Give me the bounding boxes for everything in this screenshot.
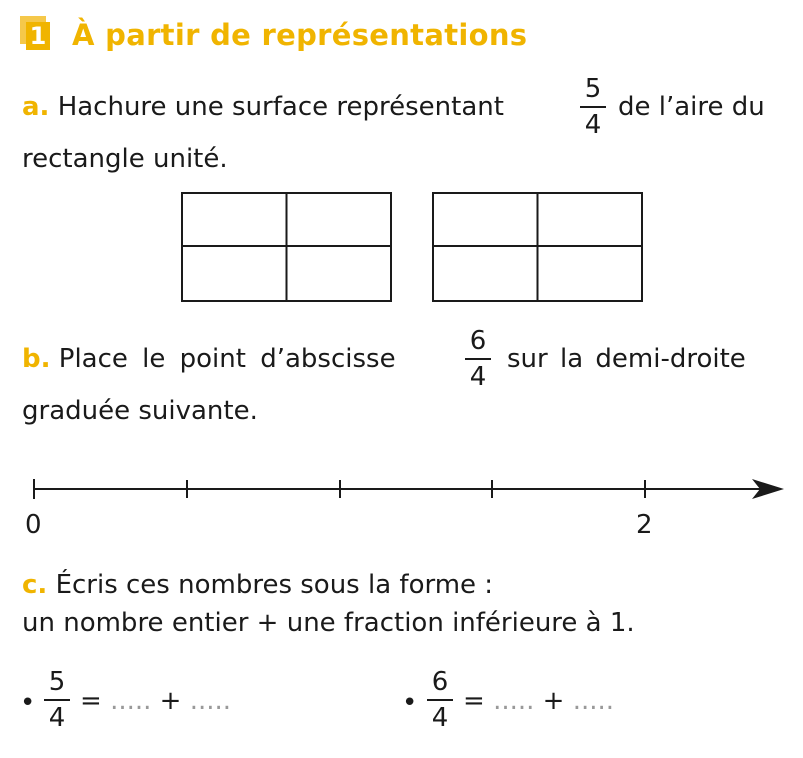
- unit-rectangle-1[interactable]: [182, 193, 391, 301]
- part-a-text-after: de l’aire du: [618, 92, 765, 122]
- exercise-number: 1: [26, 22, 50, 50]
- part-c-line1: [22, 570, 493, 600]
- item-1-equals: =: [80, 686, 102, 716]
- part-a-letter: a.: [22, 92, 50, 122]
- part-a-line2: rectangle unité.: [22, 144, 228, 174]
- item-2-denominator: 4: [431, 703, 449, 733]
- part-a-numerator: 5: [584, 74, 602, 104]
- part-c-letter: c.: [22, 570, 48, 600]
- axis-label-0: 0: [25, 510, 42, 540]
- part-b-line2: graduée suivante.: [22, 396, 258, 426]
- part-b-line1: [22, 344, 396, 374]
- item-2-blank-2[interactable]: .....: [572, 686, 615, 716]
- item-2-equation: [463, 686, 614, 716]
- part-a-denominator: 4: [584, 110, 602, 140]
- item-1-numerator: 5: [48, 667, 66, 697]
- item-1-plus: +: [159, 686, 182, 716]
- number-line[interactable]: [34, 479, 784, 499]
- item-2-plus: +: [542, 686, 565, 716]
- bullet-2: •: [402, 688, 418, 718]
- unit-rectangle-2[interactable]: [433, 193, 642, 301]
- item-2-numerator: 6: [431, 667, 449, 697]
- axis-label-2: 2: [636, 510, 653, 540]
- part-a-text-before: Hachure une surface représentant: [57, 92, 504, 122]
- item-2-fraction: [427, 667, 453, 733]
- item-1-denominator: 4: [48, 703, 66, 733]
- exercise-title: À partir de représentations: [72, 18, 528, 52]
- part-b-text-before: Place le point d’abscisse: [58, 344, 396, 374]
- part-b-letter: b.: [22, 344, 51, 374]
- part-c-line2: un nombre entier + une fraction inférieure à 1.: [22, 608, 635, 638]
- item-2-blank-1[interactable]: .....: [493, 686, 535, 716]
- item-1-fraction: [44, 667, 70, 733]
- bullet-1: •: [20, 688, 36, 718]
- part-c-text1: Écris ces nombres sous la forme :: [55, 570, 494, 600]
- part-b-numerator: 6: [469, 326, 487, 356]
- part-b-fraction: [465, 326, 491, 392]
- item-1-blank-2[interactable]: .....: [189, 686, 232, 716]
- part-b-denominator: 4: [469, 362, 487, 392]
- item-1-blank-1[interactable]: .....: [110, 686, 152, 716]
- part-b-text-after: sur la demi-droite: [507, 344, 746, 374]
- item-1-equation: [80, 686, 231, 716]
- item-2-equals: =: [463, 686, 485, 716]
